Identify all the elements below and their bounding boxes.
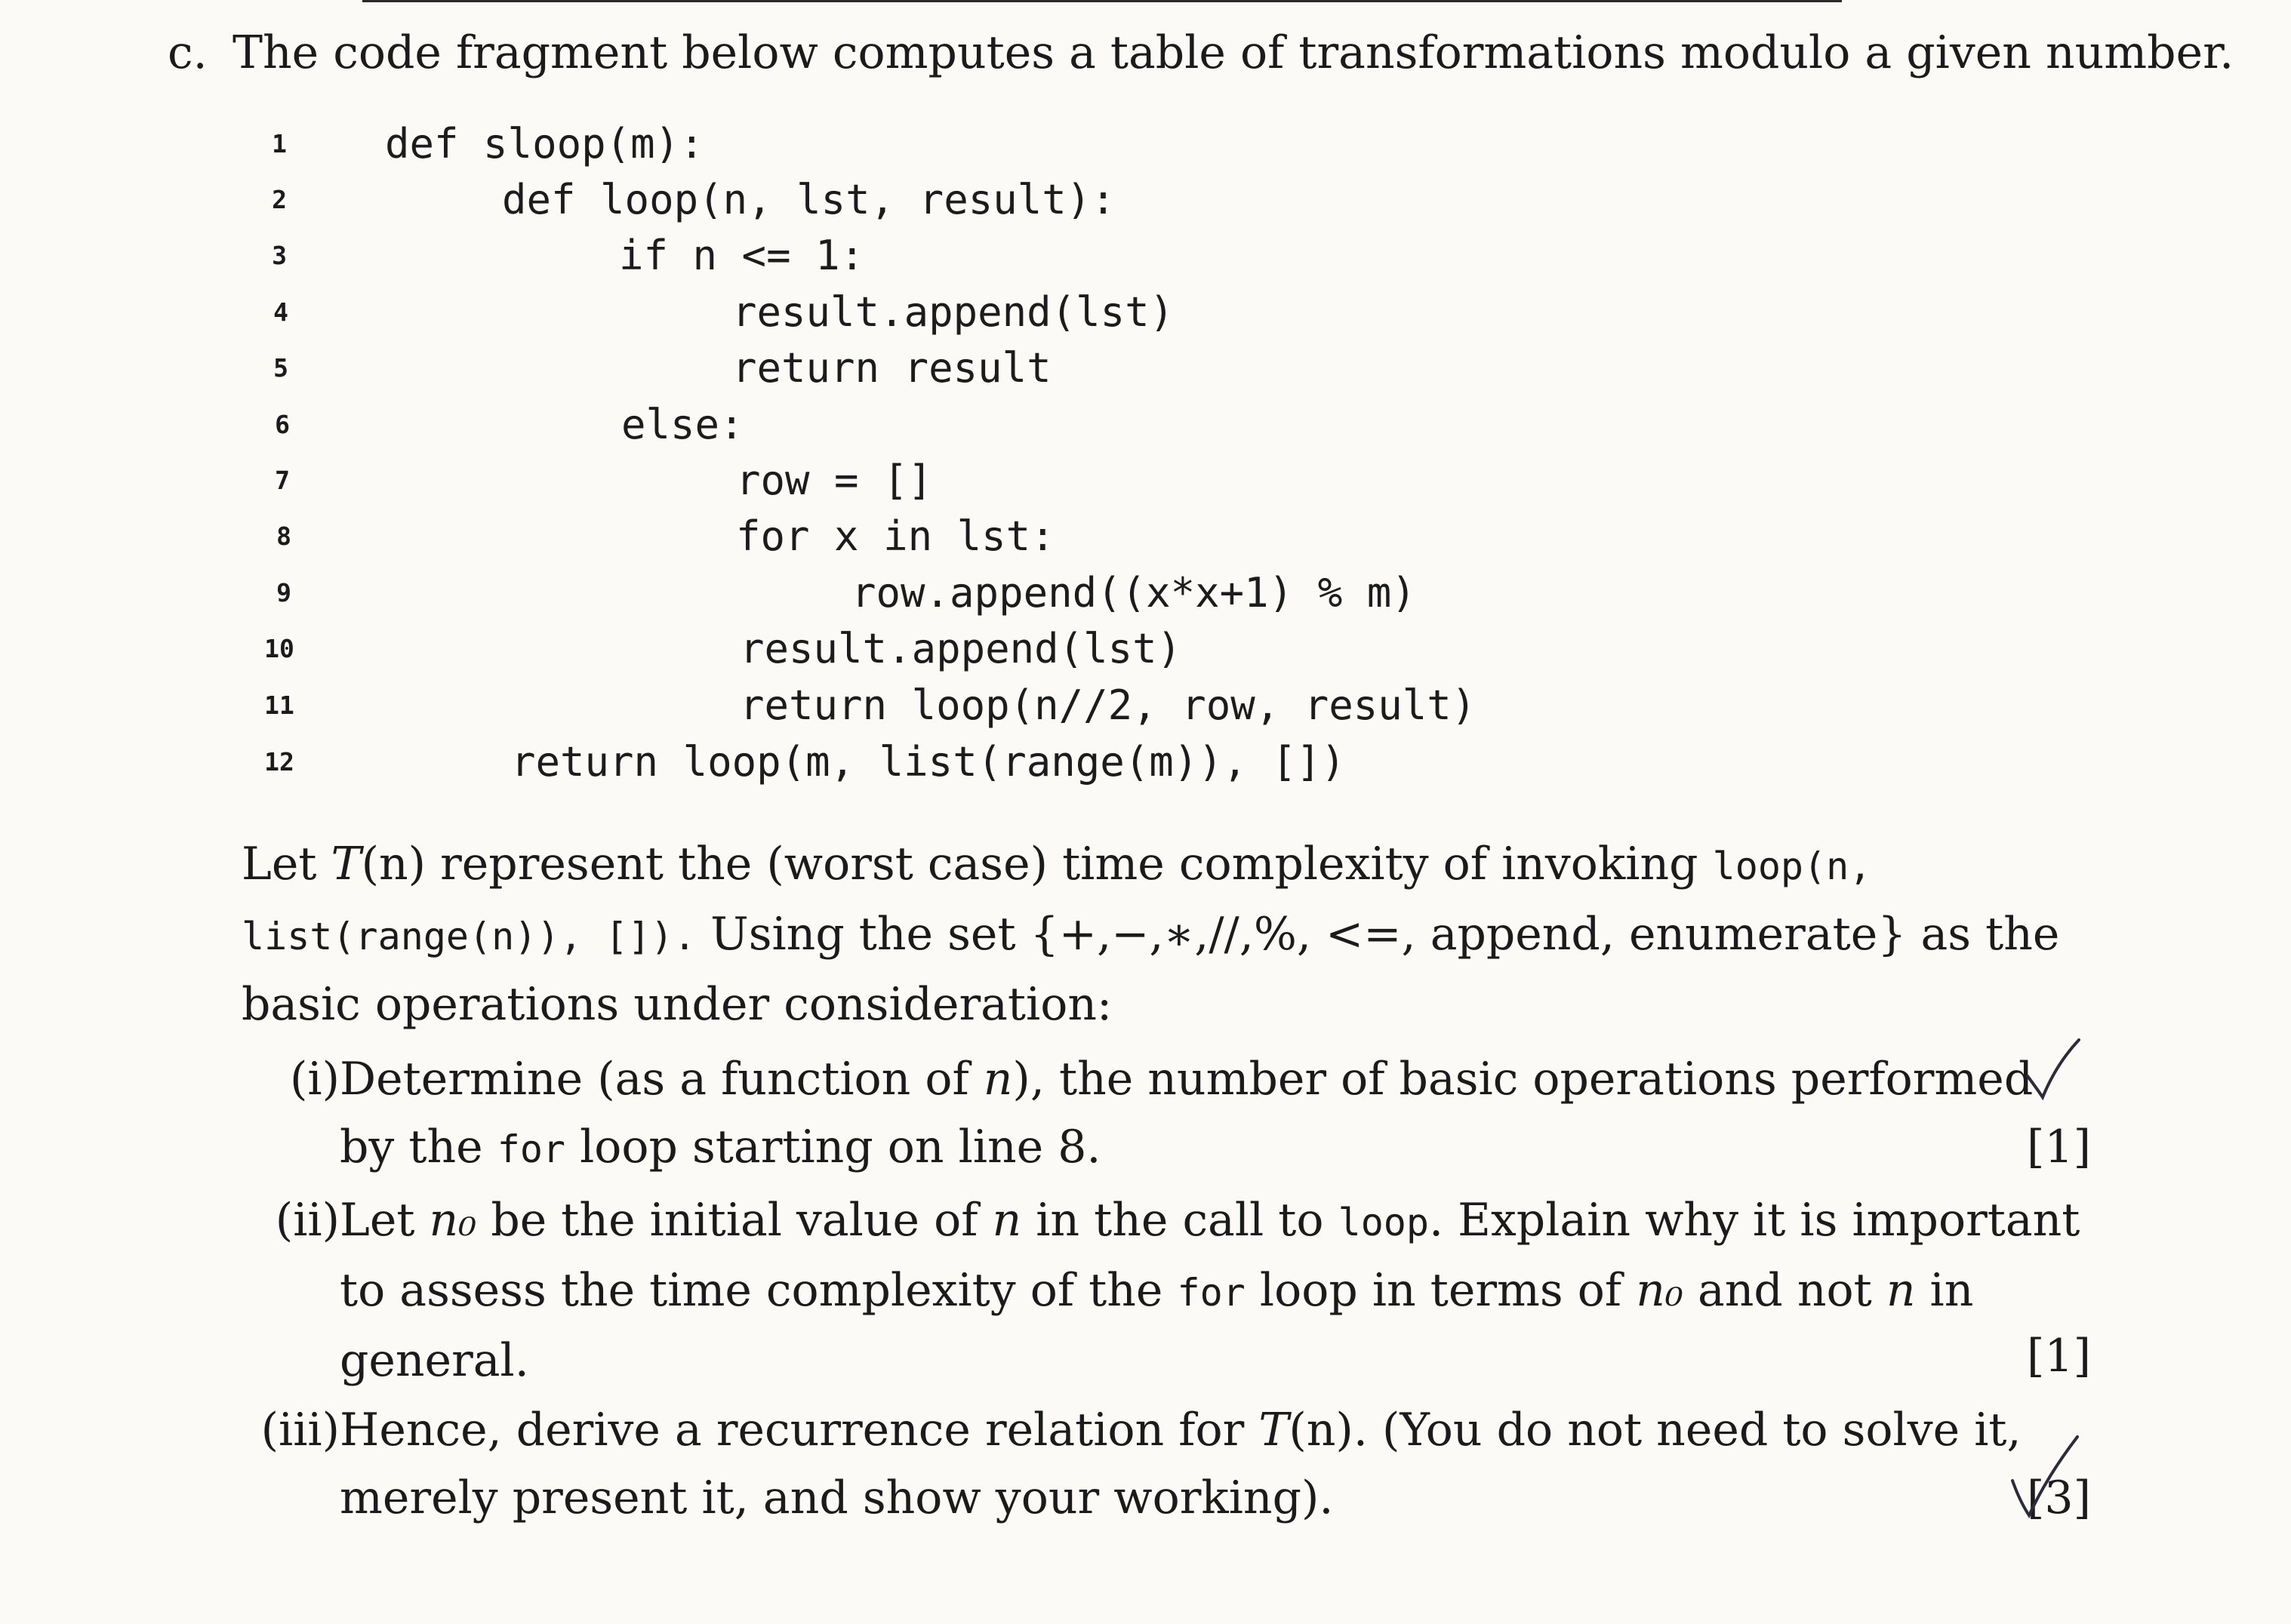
item-text: Hence, derive a recurrence relation for bbox=[340, 1404, 1259, 1456]
code-text: if n <= 1: bbox=[619, 232, 865, 279]
code-text: def loop(n, lst, result): bbox=[502, 176, 1116, 223]
statement-text: represent the (worst case) time complexity of invoking bbox=[426, 838, 1713, 890]
item-body bbox=[340, 1045, 2091, 1183]
top-rule bbox=[362, 0, 1842, 2]
code-text: row.append((x*x+1) % m) bbox=[851, 569, 1416, 617]
line-number: 12 bbox=[264, 747, 294, 777]
question-letter: c. bbox=[168, 26, 208, 79]
code-text: for x in lst: bbox=[736, 512, 1055, 560]
item-body bbox=[340, 1186, 2091, 1395]
item-label: (ii) bbox=[275, 1194, 340, 1247]
math-n: (n) bbox=[361, 838, 426, 890]
line-number: 4 bbox=[273, 297, 288, 327]
code-text: result.append(lst) bbox=[732, 288, 1175, 336]
math-n: n bbox=[992, 1194, 1022, 1247]
math-n: (n) bbox=[1289, 1404, 1353, 1456]
statement-text: Using the set bbox=[696, 908, 1030, 961]
item-text: . (You do not need to solve it, merely present it, and show your working). bbox=[340, 1404, 2022, 1524]
math-T: T bbox=[1258, 1404, 1289, 1456]
item-text: . Explain why it is important to assess the time complexity of the bbox=[340, 1194, 2080, 1317]
marks-label: [1] bbox=[2027, 1330, 2091, 1383]
sub-question-iii bbox=[226, 1396, 2091, 1532]
math-n: n bbox=[1886, 1264, 1916, 1317]
statement-text: Let bbox=[242, 838, 331, 890]
item-text: loop starting on line 8. bbox=[565, 1121, 1101, 1173]
line-number: 2 bbox=[272, 185, 287, 214]
math-T: T bbox=[331, 838, 362, 890]
line-number: 1 bbox=[272, 129, 287, 158]
code-inline: for bbox=[1177, 1271, 1246, 1315]
question-heading bbox=[168, 23, 2234, 83]
math-n: n bbox=[983, 1053, 1013, 1106]
line-number: 11 bbox=[264, 691, 294, 720]
code-text: return loop(m, list(range(m)), []) bbox=[511, 738, 1346, 786]
item-label: (iii) bbox=[260, 1404, 340, 1456]
pen-tick-icon bbox=[2023, 1034, 2083, 1102]
problem-statement bbox=[242, 830, 2114, 1038]
math-n0: n₀ bbox=[429, 1194, 477, 1247]
code-text: return result bbox=[732, 344, 1052, 392]
marks-label: [3] bbox=[2027, 1472, 2091, 1524]
item-label: (i) bbox=[289, 1053, 340, 1106]
marks-label: [1] bbox=[2027, 1121, 2091, 1173]
item-text: loop in terms of bbox=[1245, 1264, 1637, 1317]
item-text: Determine (as a function of bbox=[340, 1053, 984, 1106]
sub-question-i bbox=[226, 1045, 2091, 1181]
line-number: 10 bbox=[264, 634, 294, 663]
pen-tick-icon bbox=[2008, 1426, 2083, 1524]
item-text: be the initial value of bbox=[476, 1194, 993, 1247]
code-text: def sloop(m): bbox=[385, 120, 704, 168]
code-inline: loop bbox=[1338, 1201, 1430, 1244]
statement-text: as the basic operations under consideration: bbox=[242, 908, 2060, 1031]
line-number: 5 bbox=[273, 353, 288, 383]
line-number: 3 bbox=[272, 241, 287, 270]
sub-question-ii bbox=[226, 1186, 2091, 1390]
code-inline: loop(n, list(range(n)), []). bbox=[242, 844, 1872, 958]
question-intro: The code fragment below computes a table of transformations modulo a given number. bbox=[232, 26, 2234, 79]
operations-set: {+,−,∗,//,%, <=, append, enumerate} bbox=[1030, 908, 1907, 961]
math-n0: n₀ bbox=[1636, 1264, 1683, 1317]
line-number: 9 bbox=[276, 578, 291, 607]
line-number: 7 bbox=[275, 466, 290, 495]
item-body bbox=[340, 1396, 2091, 1532]
line-number: 6 bbox=[275, 410, 290, 439]
code-inline: for bbox=[497, 1127, 566, 1171]
code-text: result.append(lst) bbox=[740, 625, 1182, 672]
code-text: return loop(n//2, row, result) bbox=[740, 681, 1477, 729]
line-number: 8 bbox=[276, 521, 291, 551]
item-text: in general. bbox=[340, 1264, 1974, 1387]
item-text: in the call to bbox=[1021, 1194, 1338, 1247]
item-text: and not bbox=[1683, 1264, 1886, 1317]
code-text: row = [] bbox=[736, 457, 933, 504]
item-text: Let bbox=[340, 1194, 430, 1247]
code-text: else: bbox=[621, 401, 744, 448]
item-text: ), the number of basic operations performed by the bbox=[340, 1053, 2034, 1173]
